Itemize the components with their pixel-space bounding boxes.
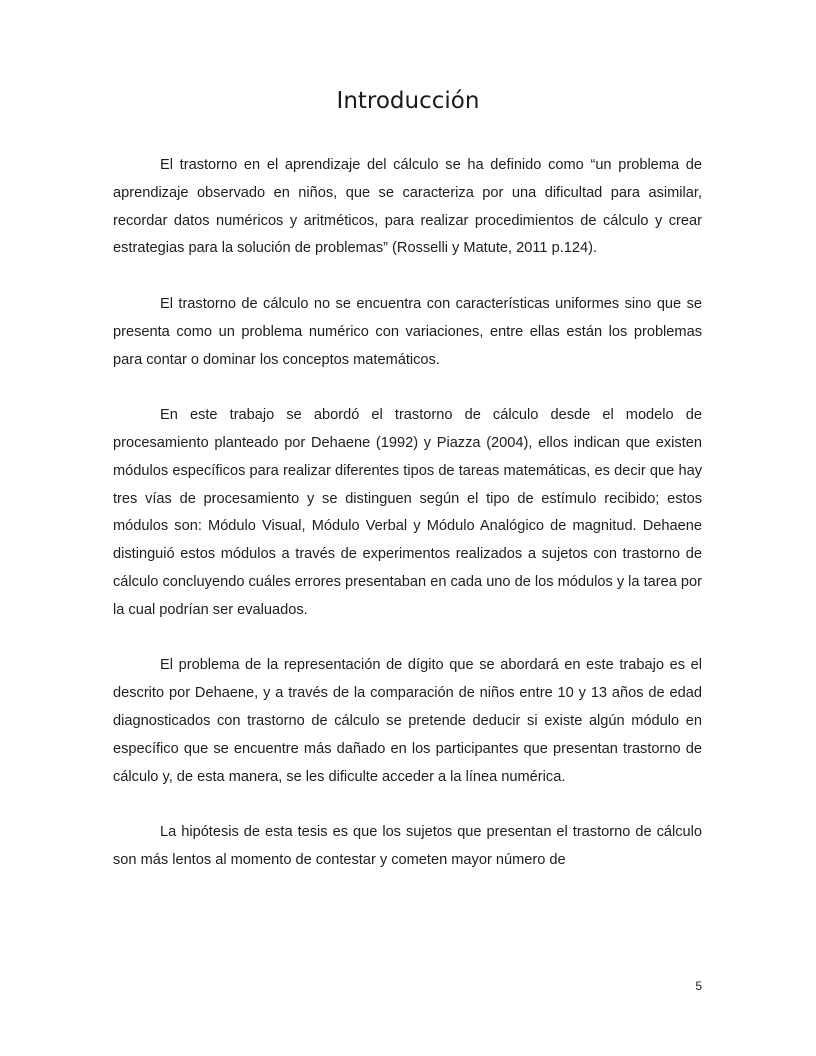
page-title: Introducción bbox=[336, 88, 480, 114]
paragraph-5: La hipótesis de esta tesis es que los sujetos que presentan el trastorno de cálculo son más lentos al momento de contestar y cometen mayor número de bbox=[113, 824, 702, 868]
paragraph-3: En este trabajo se abordó el trastorno de cálculo desde el modelo de procesamiento planteado por Dehaene (1992) y Piazza (2004), ellos indican que existen módulos específicos para realizar diferentes tipos de tareas matemáticas, es decir que hay tres vías de procesamiento y se distinguen según el tipo de estímulo recibido; estos módulos son: Módulo Visual, Módulo Verbal y Módulo Analógico de magnitud. Dehaene distinguió estos módulos a través de experimentos realizados a sujetos con trastorno de cálculo concluyendo cuáles errores presentaban en cada uno de los módulos y la tarea por la cual podrían ser evaluados. bbox=[113, 407, 702, 618]
paragraph-2: El trastorno de cálculo no se encuentra con características uniformes sino que se presenta como un problema numérico con variaciones, entre ellas están los problemas para contar o dominar los conceptos matemáticos. bbox=[113, 295, 702, 368]
body-text bbox=[113, 152, 702, 903]
paragraph-4: El problema de la representación de dígito que se abordará en este trabajo es el descrito por Dehaene, y a través de la comparación de niños entre 10 y 13 años de edad diagnosticados con trastorno de cálculo se pretende deducir si existe algún módulo en específico que se encuentre más dañado en los participantes que presentan trastorno de cálculo y, de esta manera, se les dificulte acceder a la línea numérica. bbox=[113, 657, 702, 785]
paragraph-1: El trastorno en el aprendizaje del cálculo se ha definido como “un problema de aprendizaje observado en niños, que se caracteriza por una dificultad para asimilar, recordar datos numéricos y aritméticos, para realizar procedimientos de cálculo y crear estrategias para la solución de problemas” (Rosselli y Matute, 2011 p.124). bbox=[113, 157, 702, 257]
page-number: 5 bbox=[695, 979, 702, 993]
